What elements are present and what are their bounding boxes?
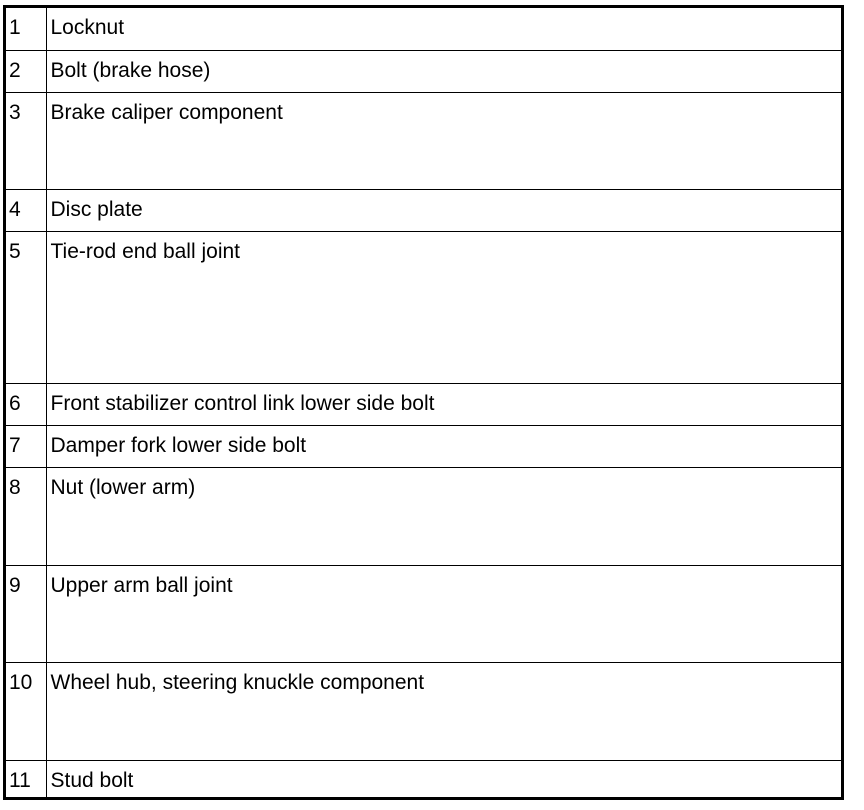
- table-row: [6, 565, 841, 662]
- row-number: 5: [6, 231, 46, 383]
- row-number: 11: [6, 760, 46, 799]
- part-name: Brake caliper component: [46, 92, 841, 189]
- row-number: 6: [6, 383, 46, 425]
- part-name: Wheel hub, steering knuckle component: [46, 662, 841, 760]
- parts-table: [6, 8, 841, 799]
- part-name: Locknut: [46, 8, 841, 50]
- row-number: 2: [6, 50, 46, 92]
- table-row: [6, 92, 841, 189]
- part-name: Disc plate: [46, 189, 841, 231]
- part-name: Front stabilizer control link lower side bolt: [46, 383, 841, 425]
- row-number: 3: [6, 92, 46, 189]
- table-row: [6, 760, 841, 799]
- row-number: 7: [6, 425, 46, 467]
- table-row: [6, 662, 841, 760]
- part-name: Upper arm ball joint: [46, 565, 841, 662]
- row-number: 1: [6, 8, 46, 50]
- table-row: [6, 383, 841, 425]
- row-number: 9: [6, 565, 46, 662]
- table-row: [6, 189, 841, 231]
- table-row: [6, 467, 841, 565]
- row-number: 8: [6, 467, 46, 565]
- part-name: Damper fork lower side bolt: [46, 425, 841, 467]
- parts-table-frame: [3, 5, 844, 800]
- table-row: [6, 50, 841, 92]
- part-name: Bolt (brake hose): [46, 50, 841, 92]
- table-row: [6, 231, 841, 383]
- part-name: Tie-rod end ball joint: [46, 231, 841, 383]
- table-row: [6, 8, 841, 50]
- row-number: 10: [6, 662, 46, 760]
- part-name: Stud bolt: [46, 760, 841, 799]
- part-name: Nut (lower arm): [46, 467, 841, 565]
- row-number: 4: [6, 189, 46, 231]
- table-row: [6, 425, 841, 467]
